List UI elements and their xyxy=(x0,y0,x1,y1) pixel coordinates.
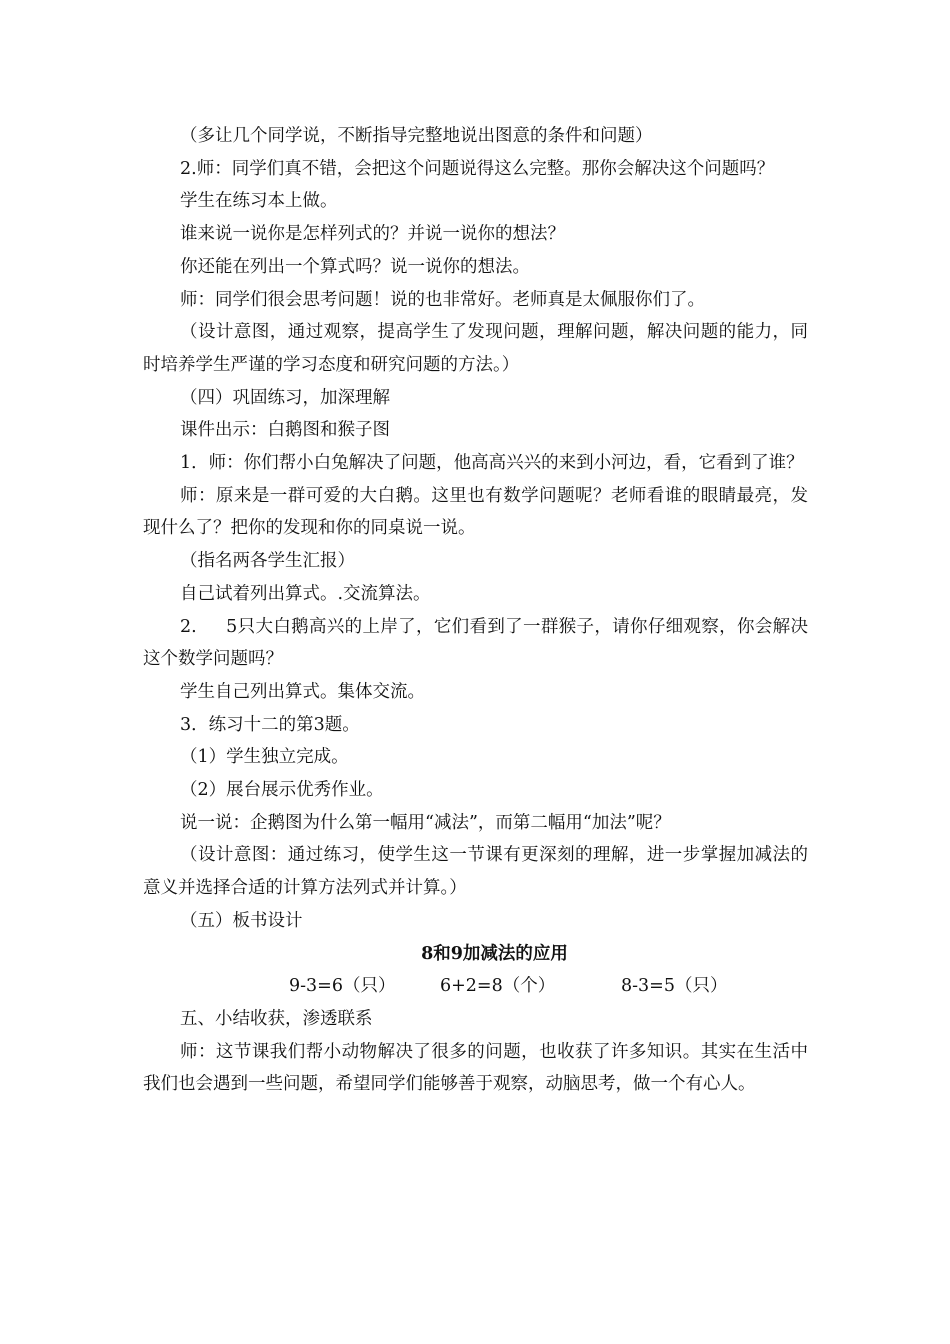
paragraph-note-multiple-students: （多让几个同学说，不断指导完整地说出图意的条件和问题） xyxy=(180,126,653,146)
paragraph-step-2: （2）展台展示优秀作业。 xyxy=(180,780,384,801)
paragraph-teacher-admire: 师：同学们很会思考问题！说的也非常好。老师真是太佩服你们了。 xyxy=(180,289,705,310)
paragraph-design-intent-1: （设计意图，通过观察，提高学生了发现问题，理解问题，解决问题的能力，同时培养学生严谨的学习态度和研究问题的方法。） xyxy=(143,322,808,375)
paragraph-exercise-1: 1．师：你们帮小白兔解决了问题，他高高兴兴的来到小河边，看，它看到了谁？ xyxy=(180,453,804,474)
paragraph-group-exchange: 学生自己列出算式。集体交流。 xyxy=(180,681,425,702)
document-page xyxy=(143,120,808,1101)
section-heading-consolidation: （四）巩固练习，加深理解 xyxy=(180,387,390,408)
board-formula-2: 6+2=8（个） xyxy=(440,976,556,997)
paragraph-step-1: （1）学生独立完成。 xyxy=(180,747,349,768)
board-formulas xyxy=(143,970,808,1003)
paragraph-teacher-summary: 师：这节课我们帮小动物解决了很多的问题，也收获了许多知识。其实在生活中我们也会遇到一些问题，希望同学们能够善于观察，动脑思考，做一个有心人。 xyxy=(143,1041,808,1095)
board-formula-1: 9-3=6（只） xyxy=(289,976,396,997)
paragraph-practice-book: 学生在练习本上做。 xyxy=(180,191,338,212)
paragraph-another-formula: 你还能在列出一个算式吗？说一说你的想法。 xyxy=(180,256,530,277)
section-heading-board-design: （五）板书设计 xyxy=(180,910,303,931)
paragraph-try-formula: 自己试着列出算式。.交流算法。 xyxy=(180,583,431,604)
paragraph-exercise-3: 3．练习十二的第3题。 xyxy=(180,714,360,735)
paragraph-teacher-praise: 2.师：同学们真不错，会把这个问题说得这么完整。那你会解决这个问题吗？ xyxy=(180,158,775,179)
paragraph-who-explains: 谁来说一说你是怎样列式的？并说一说你的想法？ xyxy=(180,224,565,245)
section-heading-summary: 五、小结收获，渗透联系 xyxy=(180,1008,373,1029)
paragraph-two-students-report: （指名两各学生汇报） xyxy=(180,551,355,572)
paragraph-white-geese: 师：原来是一群可爱的大白鹅。这里也有数学问题呢？老师看谁的眼睛最亮，发现什么了？把你的发现和你的同桌说一说。 xyxy=(143,485,808,539)
board-formula-3: 8-3=5（只） xyxy=(621,976,728,997)
paragraph-courseware-show: 课件出示：白鹅图和猴子图 xyxy=(180,420,390,441)
paragraph-penguin-question: 说一说：企鹅图为什么第一幅用“减法”，而第二幅用“加法”呢？ xyxy=(180,812,671,833)
paragraph-design-intent-2: （设计意图：通过练习，使学生这一节课有更深刻的理解，进一步掌握加减法的意义并选择合适的计算方法列式并计算。） xyxy=(143,845,808,899)
board-title: 8和9加减法的应用 xyxy=(421,943,568,964)
paragraph-exercise-2: 2. 5只大白鹅高兴的上岸了，它们看到了一群猴子，请你仔细观察，你会解决这个数学问题吗？ xyxy=(143,616,808,670)
